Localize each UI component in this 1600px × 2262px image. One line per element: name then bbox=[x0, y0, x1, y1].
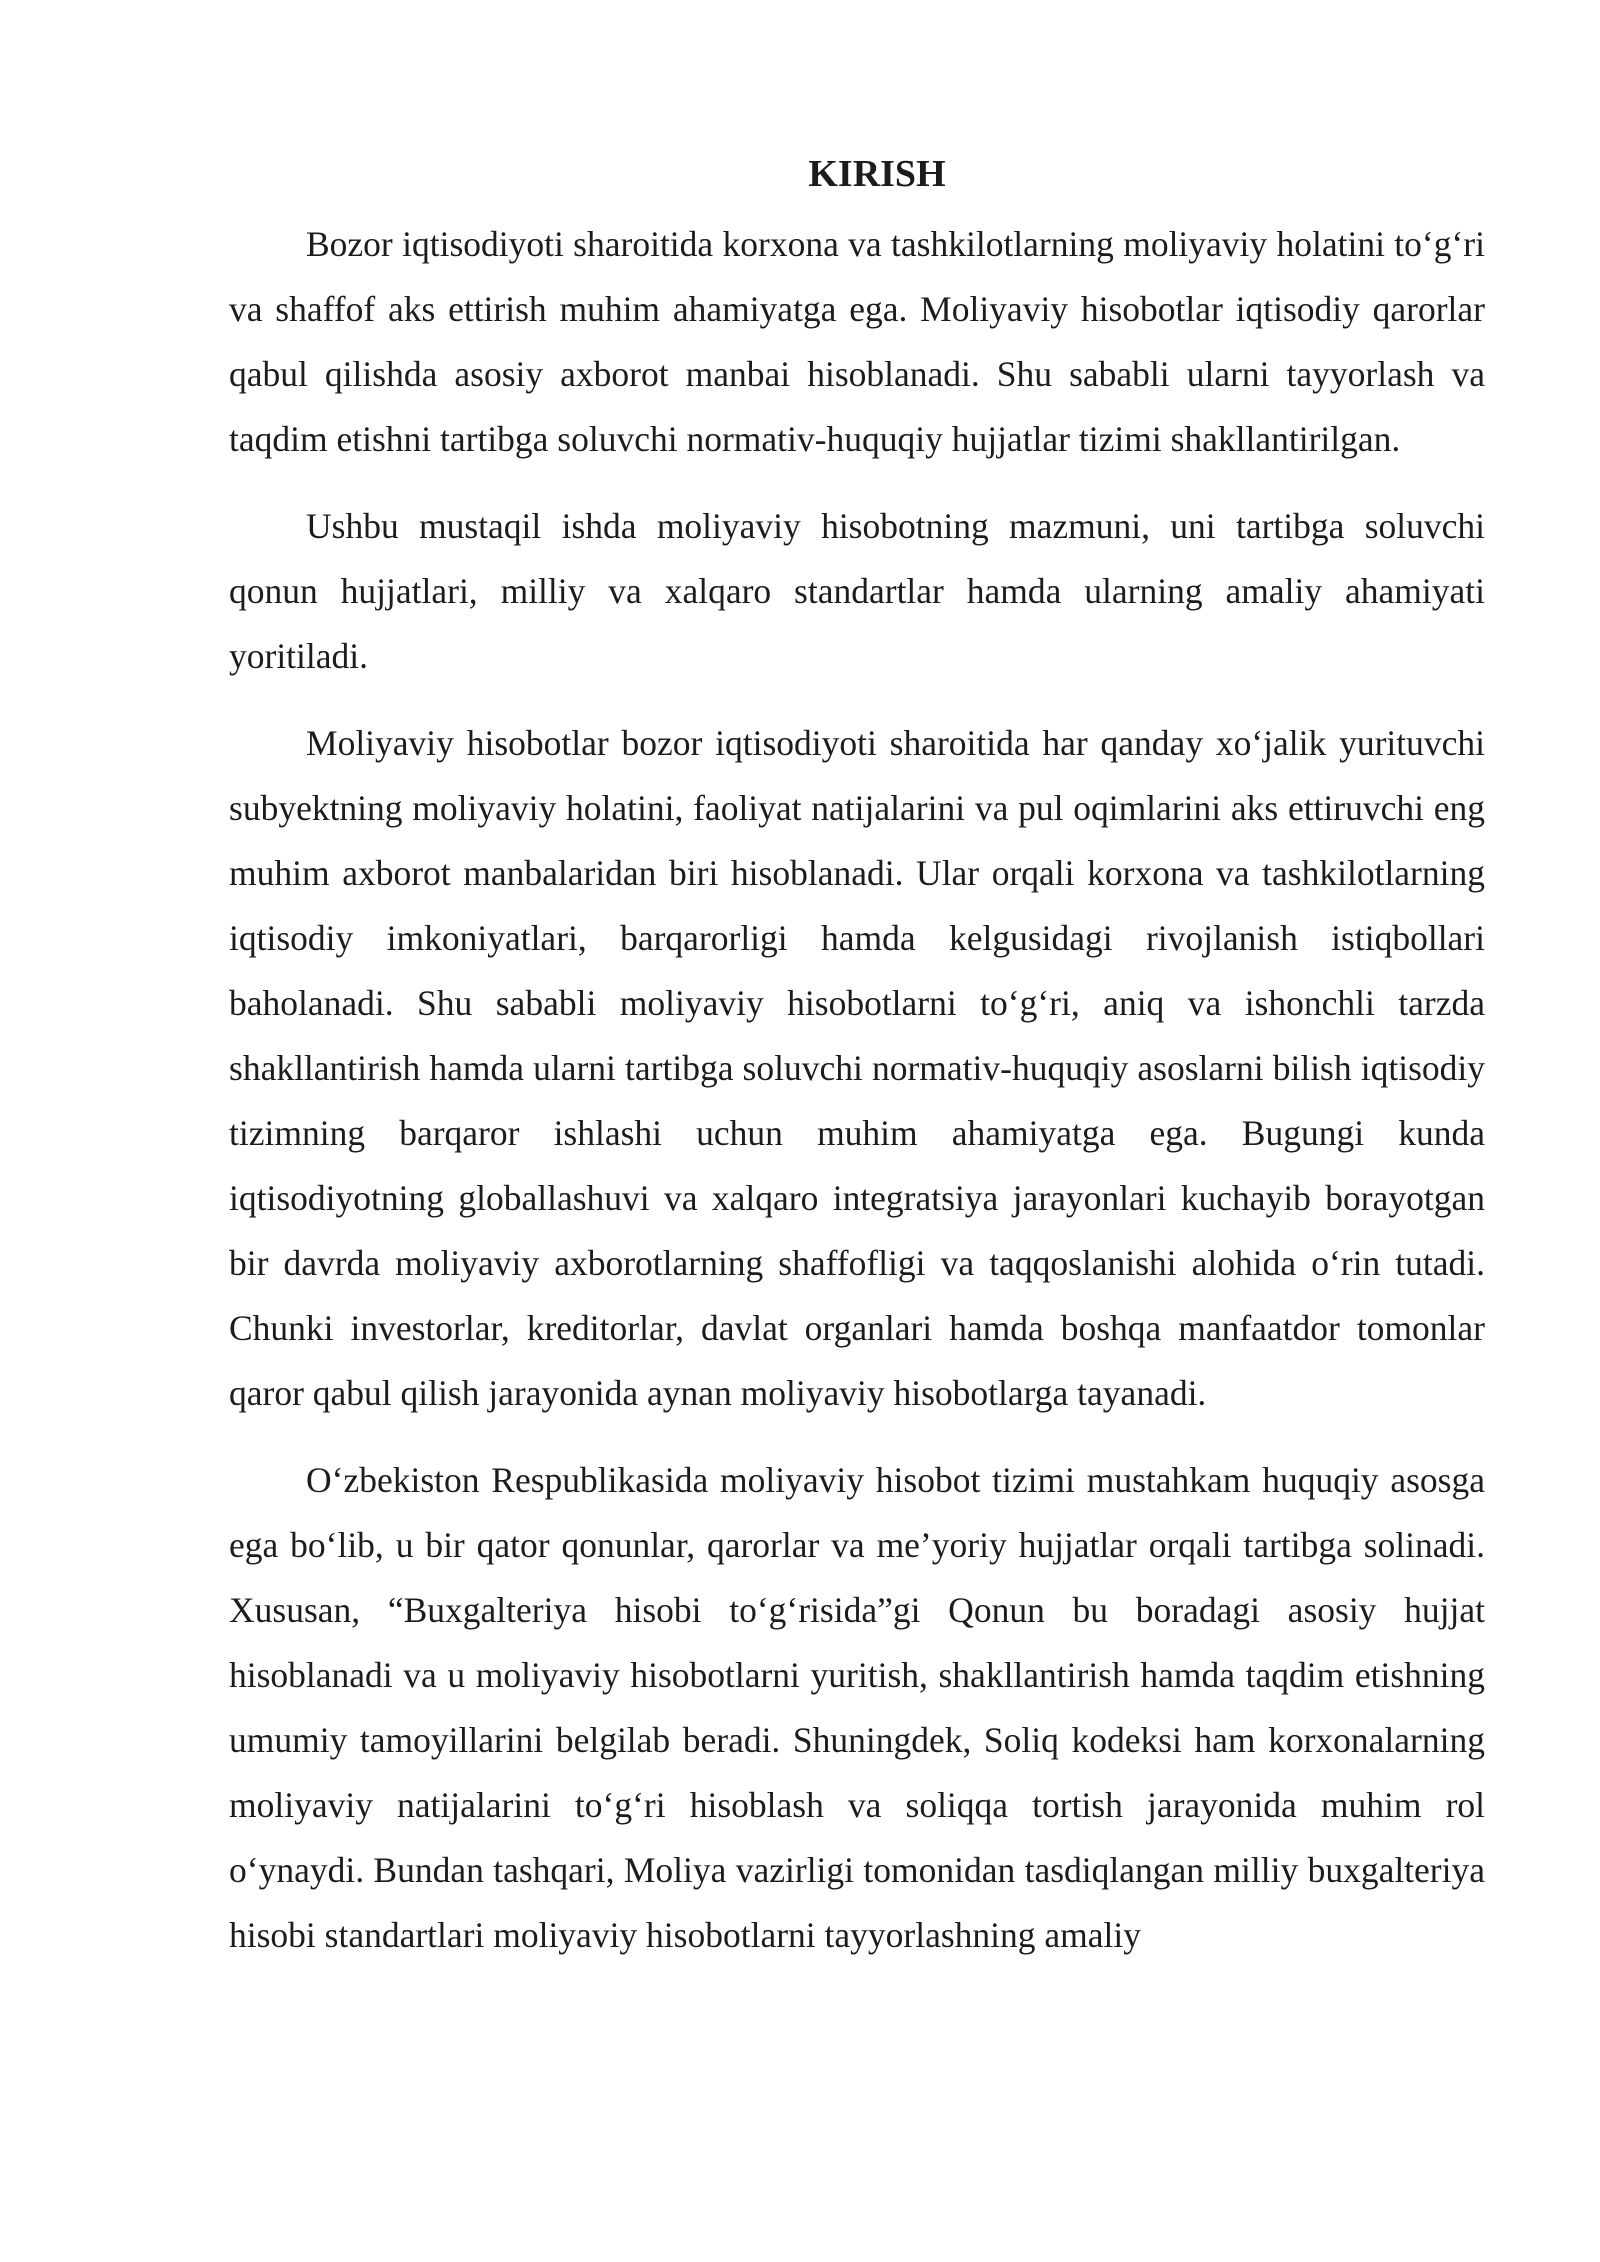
paragraph-intro: Bozor iqtisodiyoti sharoitida korxona va tashkilotlarning moliyaviy holatini to‘g‘ri va shaffof aks ettirish muhim ahamiyatga ega. Moliyaviy hisobotlar iqtisodiy qarorlar qabul qilishda asosiy axborot manbai hisoblanadi. Shu sababli ularni tayyorlash va taqdim etishni tartibga soluvchi normativ-huquqiy hujjatlar tizimi shakllantirilgan. bbox=[229, 224, 1485, 459]
paragraph-financial-reports: Moliyaviy hisobotlar bozor iqtisodiyoti sharoitida har qanday xo‘jalik yurituvchi subyektning moliyaviy holatini, faoliyat natijalarini va pul oqimlarini aks ettiruvchi eng muhim axborot manbalaridan biri hisoblanadi. Ular orqali korxona va tashkilotlarning iqtisodiy imkoniyatlari, barqarorligi hamda kelgusidagi rivojlanish istiqbollari baholanadi. Shu sababli moliyaviy hisobotlarni to‘g‘ri, aniq va ishonchli tarzda shakllantirish hamda ularni tartibga soluvchi normativ-huquqiy asoslarni bilish iqtisodiy tizimning barqaror ishlashi uchun muhim ahamiyatga ega. Bugungi kunda iqtisodiyotning globallashuvi va xalqaro integratsiya jarayonlari kuchayib borayotgan bir davrda moliyaviy axborotlarning shaffofligi va taqqoslanishi alohida o‘rin tutadi. Chunki investorlar, kreditorlar, davlat organlari hamda boshqa manfaatdor tomonlar qaror qabul qilish jarayonida aynan moliyaviy hisobotlarga tayanadi. bbox=[229, 723, 1485, 1413]
paragraph-legal-basis: O‘zbekiston Respublikasida moliyaviy hisobot tizimi mustahkam huquqiy asosga ega bo‘lib, u bir qator qonunlar, qarorlar va me’yoriy hujjatlar orqali tartibga solinadi. Xususan, “Buxgalteriya hisobi to‘g‘risida”gi Qonun bu boradagi asosiy hujjat hisoblanadi va u moliyaviy hisobotlarni yuritish, shakllantirish hamda taqdim etishning umumiy tamoyillarini belgilab beradi. Shuningdek, Soliq kodeksi ham korxonalarning moliyaviy natijalarini to‘g‘ri hisoblash va soliqqa tortish jarayonida muhim rol o‘ynaydi. Bundan tashqari, Moliya vazirligi tomonidan tasdiqlangan milliy buxgalteriya hisobi standartlari moliyaviy hisobotlarni tayyorlashning amaliy bbox=[229, 1460, 1485, 1955]
section-heading: KIRISH bbox=[808, 153, 946, 195]
paragraph-purpose: Ushbu mustaqil ishda moliyaviy hisobotning mazmuni, uni tartibga soluvchi qonun hujjatlari, milliy va xalqaro standartlar hamda ularning amaliy ahamiyati yoritiladi. bbox=[229, 506, 1485, 676]
